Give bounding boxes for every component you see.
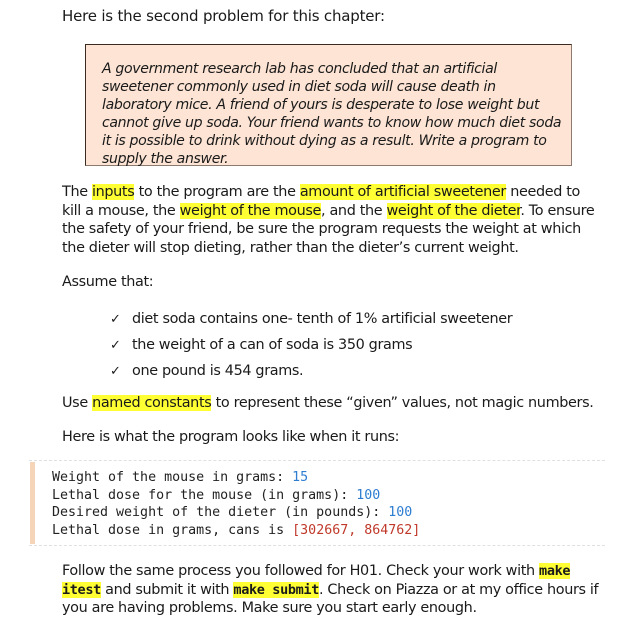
follow-paragraph: Follow the same process you followed for H01. Check your work with make itest and submit it with make submit. Check on Piazza or at my office hours if you are having problems. Make sure you start early enough. (62, 563, 599, 616)
code-line: Weight of the mouse in grams: 15 (52, 470, 309, 485)
code-line: Desired weight of the dieter (in pounds): 100 (52, 505, 413, 520)
code-divider-top (29, 460, 605, 461)
code-divider-bottom (29, 545, 605, 546)
highlight-sweetener-amount: amount of artificial sweetener (299, 184, 506, 200)
constants-paragraph: Use named constants to represent these “given” values, not magic numbers. (62, 395, 594, 411)
highlight-mouse-weight: weight of the mouse (179, 202, 322, 219)
list-item: ✓ one pound is 454 grams. (110, 363, 304, 379)
checkmark-icon: ✓ (110, 337, 121, 353)
code-line: Lethal dose for the mouse (in grams): 100 (52, 487, 381, 503)
highlight-named-constants: named constants (92, 395, 212, 411)
list-item: ✓ the weight of a can of soda is 350 grams (110, 337, 413, 353)
highlight-dieter-weight: weight of the dieter (386, 202, 521, 219)
code-sample (30, 462, 605, 544)
intro-text: Here is the second problem for this chapter: (62, 7, 385, 25)
make-submit-command: make submit (233, 581, 319, 598)
highlight-inputs: inputs (91, 184, 135, 200)
inputs-paragraph: The inputs to the program are the amount of artificial sweetener needed to kill a mouse, the weight of the mouse, and the weight of the dieter. To ensure the safety of your friend, be sure the program requests the weight at which the dieter will stop dieting, rather than the dieter’s current weight. (62, 184, 595, 256)
runs-paragraph: Here is what the program looks like when it runs: (62, 429, 400, 445)
checkmark-icon: ✓ (110, 363, 121, 379)
make-itest-command: make itest (62, 563, 571, 598)
assume-heading: Assume that: (62, 274, 154, 290)
checkmark-icon: ✓ (110, 311, 121, 327)
code-line: Lethal dose in grams, cans is [302667, 864762] (52, 522, 421, 538)
problem-statement: A government research lab has concluded that an artificial sweetener commonly used in diet soda will cause death in laboratory mice. A friend of yours is desperate to lose weight but cannot give up soda. Your friend wants to know how much diet soda it is possible to drink without dying as a result. Write a program to supply the answer. (102, 61, 562, 167)
list-item: ✓ diet soda contains one- tenth of 1% artificial sweetener (110, 311, 513, 327)
assumption-list (110, 306, 512, 384)
